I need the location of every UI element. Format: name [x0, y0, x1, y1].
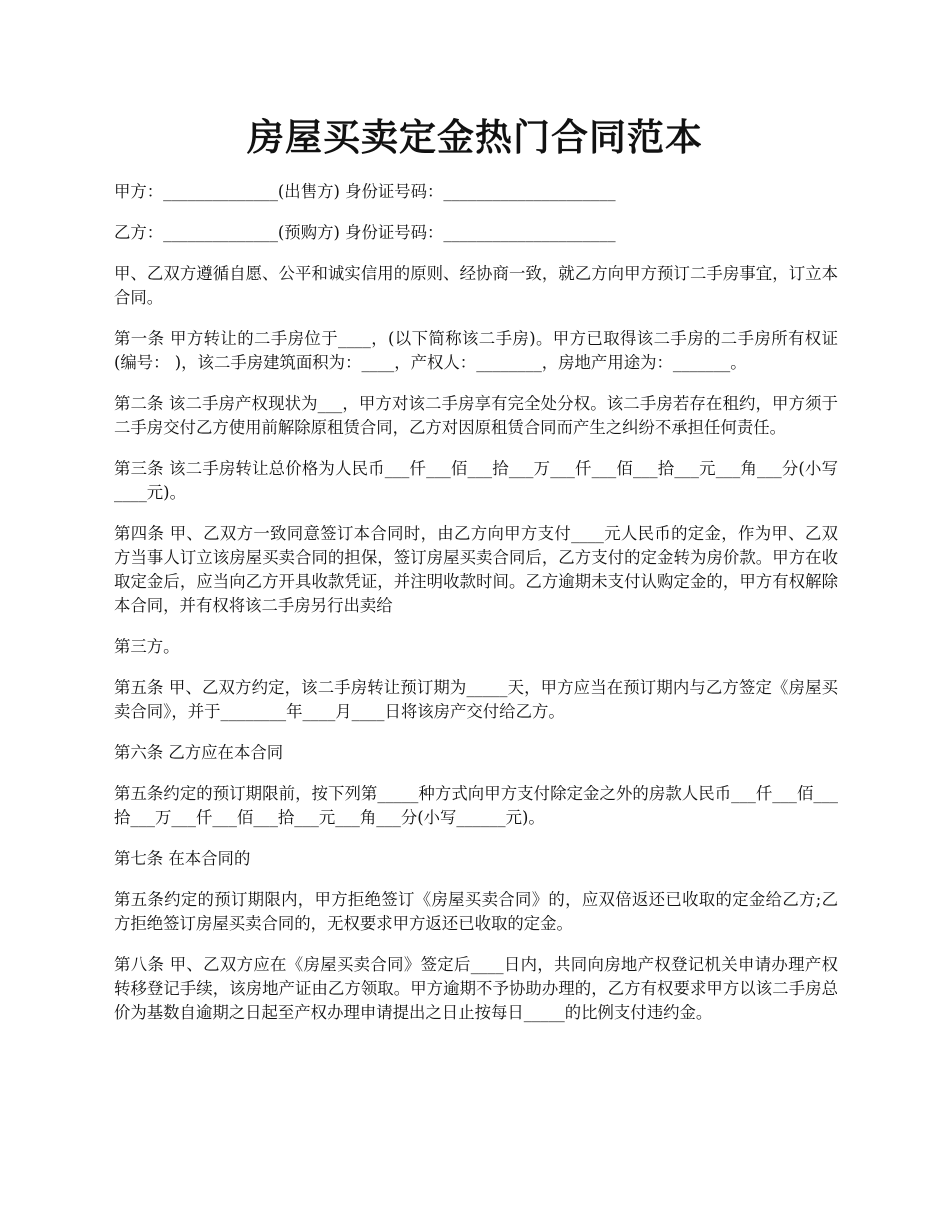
- article-7-paragraph: 第五条约定的预订期限内，甲方拒绝签订《房屋买卖合同》的，应双倍返还已收取的定金给乙方;乙方拒绝签订房屋买卖合同的，无权要求甲方返还已收取的定金。: [114, 890, 838, 933]
- party-a-line: 甲方：______________(出售方) 身份证号码：_____________________: [114, 182, 616, 201]
- article-7-heading: 第七条 在本合同的: [114, 849, 251, 868]
- document-title: 房屋买卖定金热门合同范本: [247, 115, 703, 159]
- article-3-paragraph: 第三条 该二手房转让总价格为人民币___仟___佰___拾___万___仟___佰___拾___元___角___分(小写____元)。: [114, 459, 838, 502]
- article-4-paragraph: 第四条 甲、乙双方一致同意签订本合同时，由乙方向甲方支付____元人民币的定金，作为甲、乙双方当事人订立该房屋买卖合同的担保，签订房屋买卖合同后，乙方支付的定金转为房价款。甲方在收取定金后，应当向乙方开具收款凭证，并注明收款时间。乙方逾期未支付认购定金的，甲方有权解除本合同，并有权将该二手房另行出卖给: [114, 524, 838, 615]
- article-1-paragraph: 第一条 甲方转让的二手房位于____，(以下简称该二手房)。甲方已取得该二手房的二手房所有权证(编号： )，该二手房建筑面积为：____，产权人：________，房地产用途为：_______。: [114, 329, 838, 372]
- article-6-heading: 第六条 乙方应在本合同: [114, 743, 284, 762]
- article-6-paragraph: 第五条约定的预订期限前，按下列第_____种方式向甲方支付除定金之外的房款人民币___仟___佰___拾___万___仟___佰___拾___元___角___分(小写______元)。: [114, 784, 838, 827]
- article-8-paragraph: 第八条 甲、乙双方应在《房屋买卖合同》签定后____日内，共同向房地产权登记机关申请办理产权转移登记手续，该房地产证由乙方领取。甲方逾期不予协助办理的，乙方有权要求甲方以该二手房总价为基数自逾期之日起至产权办理申请提出之日止按每日_____的比例支付违约金。: [114, 955, 838, 1022]
- preamble-paragraph: 甲、乙双方遵循自愿、公平和诚实信用的原则、经协商一致，就乙方向甲方预订二手房事宜，订立本合同。: [114, 264, 838, 307]
- article-4-continuation: 第三方。: [114, 637, 180, 656]
- article-5-paragraph: 第五条 甲、乙双方约定，该二手房转让预订期为_____天，甲方应当在预订期内与乙方签定《房屋买卖合同》，并于________年____月____日将该房产交付给乙方。: [114, 678, 838, 721]
- document-body: [114, 180, 838, 1042]
- article-2-paragraph: 第二条 该二手房产权现状为___，甲方对该二手房享有完全处分权。该二手房若存在租约，甲方须于二手房交付乙方使用前解除原租赁合同，乙方对因原租赁合同而产生之纠纷不承担任何责任。: [114, 394, 838, 437]
- party-b-line: 乙方：______________(预购方) 身份证号码：_____________________: [114, 223, 616, 242]
